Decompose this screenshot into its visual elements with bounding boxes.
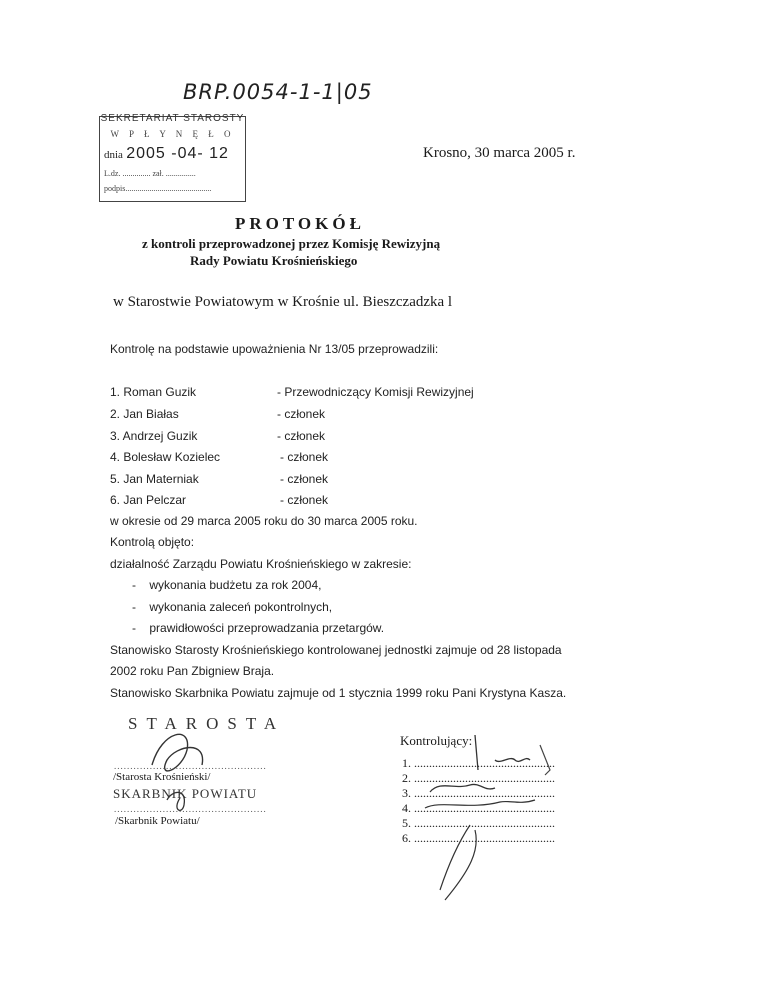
place-and-date: Krosno, 30 marca 2005 r.: [423, 145, 576, 161]
controller-signature-line: 6. ...............................................: [402, 831, 555, 845]
scope-label: Kontrolą objęto:: [110, 535, 195, 549]
scope-item-text: wykonania budżetu za rok 2004,: [149, 578, 322, 592]
starosta-signature-label: /Starosta Krośnieński/: [113, 771, 211, 783]
inspection-location: w Starostwie Powiatowym w Krośnie ul. Bieszczadzka l: [113, 294, 453, 310]
stamp-office-line: SEKRETARIAT STAROSTY: [100, 113, 245, 124]
inspection-period: w okresie od 29 marca 2005 roku do 30 marca 2005 roku.: [110, 514, 418, 528]
stamp-date-value: 2005 -04- 12: [126, 145, 229, 162]
handwritten-reference-number: BRP.0054-1-1|05: [183, 80, 373, 104]
member-name: 6. Jan Pelczar: [110, 493, 187, 507]
skarbnik-statement: Stanowisko Skarbnika Powiatu zajmuje od 1 stycznia 1999 roku Pani Krystyna Kasza.: [110, 686, 567, 700]
authorization-statement: Kontrolę na podstawie upoważnienia Nr 13/05 przeprowadzili:: [110, 342, 439, 356]
member-name: 5. Jan Materniak: [110, 472, 199, 486]
controller-signature-line: 1. ...............................................: [402, 756, 555, 770]
stamp-ldz-line: L.dz. .............. zał. ...............: [104, 169, 196, 178]
member-name: 3. Andrzej Guzik: [110, 429, 198, 443]
starosta-stamp: STAROSTA: [128, 714, 286, 733]
controllers-signatures-graphic: [400, 730, 580, 910]
scope-item-text: prawidłowości przeprowadzania przetargów.: [149, 621, 385, 635]
stamp-date-line: [104, 145, 229, 163]
scope-item-text: wykonania zaleceń pokontrolnych,: [149, 600, 333, 614]
controller-signature-line: 4. ...............................................: [402, 801, 555, 815]
stamp-received-line: W P Ł Y N Ę Ł O: [110, 129, 235, 139]
skarbnik-signature-line: ...............................................: [114, 804, 267, 814]
member-name: 4. Bolesław Kozielec: [110, 450, 221, 464]
starosta-statement-line-2: 2002 roku Pan Zbigniew Braja.: [110, 664, 275, 678]
scope-item: - wykonania budżetu za rok 2004,: [132, 578, 322, 592]
member-role: - członek: [277, 429, 326, 443]
starosta-signature-line: ...............................................: [114, 761, 267, 771]
received-stamp: [99, 113, 246, 202]
stamp-signature-line: podpis...........................................: [104, 184, 212, 193]
skarbnik-signature-label: /Skarbnik Powiatu/: [115, 815, 200, 827]
controller-signature-line: 2. ...............................................: [402, 771, 555, 785]
document-title: PROTOKÓŁ: [235, 214, 365, 233]
member-role: - członek: [280, 450, 329, 464]
member-name: 1. Roman Guzik: [110, 385, 197, 399]
document-subtitle-line-1: z kontroli przeprowadzonej przez Komisję Rewizyjną: [142, 236, 441, 251]
member-role: - członek: [280, 472, 329, 486]
member-role: - członek: [280, 493, 329, 507]
scope-intro: działalność Zarządu Powiatu Krośnieńskiego w zakresie:: [110, 557, 412, 571]
document-subtitle-line-2: Rady Powiatu Krośnieńskiego: [190, 253, 358, 268]
starosta-statement-line-1: Stanowisko Starosty Krośnieńskiego kontrolowanej jednostki zajmuje od 28 listopada: [110, 643, 562, 657]
scope-item: - wykonania zaleceń pokontrolnych,: [132, 600, 333, 614]
controllers-label: Kontrolujący:: [400, 733, 473, 748]
skarbnik-stamp: SKARBNIK POWIATU: [113, 786, 258, 801]
member-name: 2. Jan Białas: [110, 407, 179, 421]
member-role: - członek: [277, 407, 326, 421]
controller-signature-line: 3. ...............................................: [402, 786, 555, 800]
scope-item: - prawidłowości przeprowadzania przetargów.: [132, 621, 385, 635]
controller-signature-line: 5. ...............................................: [402, 816, 555, 830]
stamp-date-label: dnia: [104, 149, 123, 161]
member-role: - Przewodniczący Komisji Rewizyjnej: [277, 385, 474, 399]
